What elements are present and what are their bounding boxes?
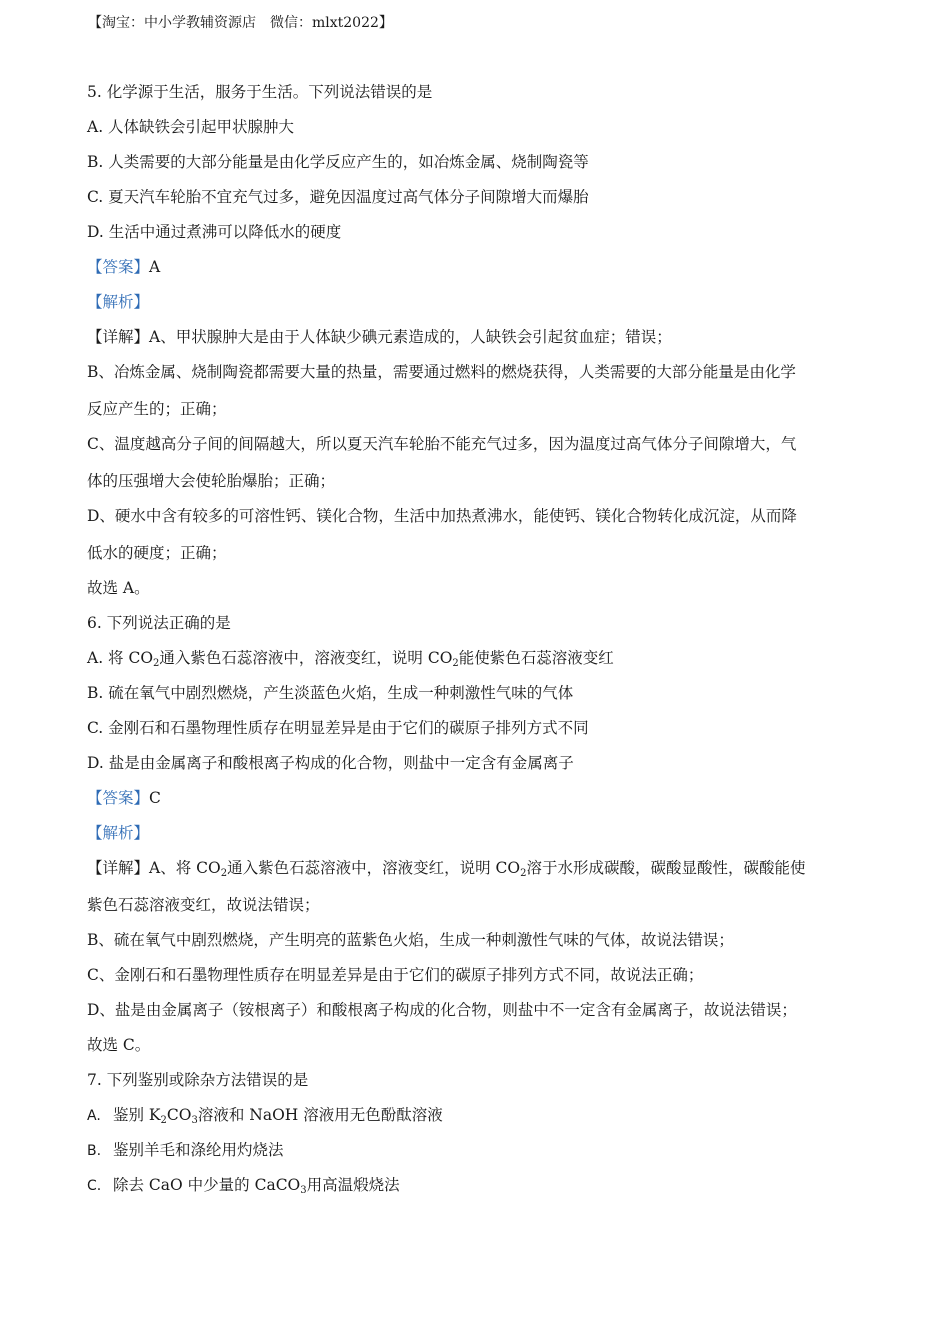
q5-detail-d2: 低水的硬度；正确； — [87, 544, 227, 562]
detail-tag: 【详解】 — [87, 328, 150, 346]
answer-tag: 【答案】 — [87, 789, 150, 807]
q5-detail-c1: C、温度越高分子间的间隔越大，所以夏天汽车轮胎不能充气过多，因为温度过高气体分子间隙增大，气 — [87, 435, 797, 453]
answer-value: C — [149, 789, 161, 807]
subscript: 3 — [300, 1185, 307, 1196]
text: A. 将 CO — [87, 649, 154, 667]
q5-detail-b2: 反应产生的；正确； — [87, 400, 227, 418]
q6-analysis-tag — [87, 823, 149, 843]
q5-detail-a — [87, 327, 672, 347]
q6-detail-a2: 紫色石蕊溶液变红，故说法错误； — [87, 896, 320, 914]
text: 通入紫色石蕊溶液中，溶液变红，说明 CO — [227, 859, 521, 877]
q7-option-a — [87, 1105, 443, 1126]
text: 溶于水形成碳酸，碳酸显酸性，碳酸能使 — [526, 859, 806, 877]
q5-analysis-tag — [87, 292, 149, 312]
q5-conclusion: 故选 A。 — [87, 579, 150, 597]
text: 鉴别 K — [113, 1106, 161, 1124]
q6-option-c: C. 金刚石和石墨物理性质存在明显差异是由于它们的碳原子排列方式不同 — [87, 719, 589, 737]
option-letter: A. — [87, 1108, 101, 1124]
q6-conclusion: 故选 C。 — [87, 1036, 151, 1054]
subscript: 3 — [191, 1115, 198, 1126]
answer-tag: 【答案】 — [87, 258, 150, 276]
q6-detail-c: C、金刚石和石墨物理性质存在明显差异是由于它们的碳原子排列方式不同，故说法正确； — [87, 966, 704, 984]
text: 通入紫色石蕊溶液中，溶液变红，说明 CO — [159, 649, 453, 667]
q7-option-b — [87, 1140, 284, 1161]
detail-text: A、甲状腺肿大是由于人体缺少碘元素造成的，人缺铁会引起贫血症；错误； — [149, 328, 672, 346]
q6-detail-d: D、盐是由金属离子（铵根离子）和酸根离子构成的化合物，则盐中不一定含有金属离子，故说法错误； — [87, 1001, 797, 1019]
answer-value: A — [149, 258, 161, 276]
text: CO — [166, 1106, 192, 1124]
subscript: 2 — [160, 1115, 167, 1126]
subscript: 2 — [220, 868, 228, 879]
analysis-tag: 【解析】 — [87, 293, 150, 311]
detail-tag: 【详解】 — [87, 859, 150, 877]
q5-option-c: C. 夏天汽车轮胎不宜充气过多，避免因温度过高气体分子间隙增大而爆胎 — [87, 188, 589, 206]
q7-stem: 7. 下列鉴别或除杂方法错误的是 — [87, 1071, 309, 1089]
q6-option-d: D. 盐是由金属离子和酸根离子构成的化合物，则盐中一定含有金属离子 — [87, 754, 574, 772]
text: 用高温煅烧法 — [306, 1176, 400, 1194]
subscript: 2 — [153, 658, 160, 669]
q6-option-a — [87, 648, 614, 668]
option-letter: B. — [87, 1143, 102, 1159]
page-header: 【淘宝：中小学教辅资源店 微信：mlxt2022】 — [88, 15, 393, 31]
q6-answer — [87, 788, 161, 808]
subscript: 2 — [452, 658, 459, 669]
q6-option-b: B. 硫在氧气中剧烈燃烧，产生淡蓝色火焰，生成一种刺激性气味的气体 — [87, 684, 574, 702]
q5-option-d: D. 生活中通过煮沸可以降低水的硬度 — [87, 223, 342, 241]
q5-detail-c2: 体的压强增大会使轮胎爆胎；正确； — [87, 472, 336, 490]
text: 鉴别羊毛和涤纶用灼烧法 — [113, 1141, 284, 1159]
text: A、将 CO — [149, 859, 221, 877]
text: 溶液和 NaOH 溶液用无色酚酞溶液 — [197, 1106, 443, 1124]
q5-answer — [87, 257, 160, 277]
text: 能使紫色石蕊溶液变红 — [458, 649, 614, 667]
subscript: 2 — [520, 868, 527, 879]
q6-stem: 6. 下列说法正确的是 — [87, 614, 231, 632]
text: 除去 CaO 中少量的 CaCO — [113, 1176, 301, 1194]
q6-detail-a1 — [87, 858, 805, 878]
q5-stem: 5. 化学源于生活，服务于生活。下列说法错误的是 — [87, 83, 433, 101]
q7-option-c — [87, 1175, 400, 1196]
q5-detail-b1: B、冶炼金属、烧制陶瓷都需要大量的热量，需要通过燃料的燃烧获得，人类需要的大部分能量是由化学 — [87, 363, 796, 381]
q6-detail-b: B、硫在氧气中剧烈燃烧，产生明亮的蓝紫色火焰，生成一种刺激性气味的气体，故说法错误； — [87, 931, 734, 949]
q5-detail-d1: D、硬水中含有较多的可溶性钙、镁化合物，生活中加热煮沸水，能使钙、镁化合物转化成沉淀，从而降 — [87, 507, 797, 525]
option-letter: C. — [87, 1178, 102, 1194]
q5-option-a: A. 人体缺铁会引起甲状腺肿大 — [87, 118, 295, 136]
q5-option-b: B. 人类需要的大部分能量是由化学反应产生的，如冶炼金属、烧制陶瓷等 — [87, 153, 589, 171]
analysis-tag: 【解析】 — [87, 824, 150, 842]
